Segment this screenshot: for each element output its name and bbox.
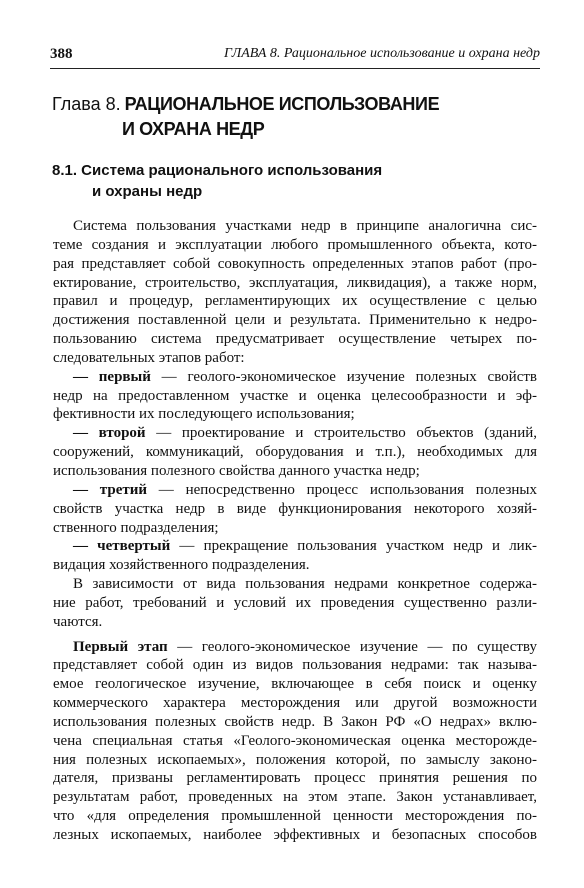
list-item-first [53, 368, 537, 387]
paragraph-line: видация хозяйственного подразделения. [53, 557, 310, 574]
paragraph-line: свойств участка недр в виде функционирования некоторого хозяй- [53, 500, 537, 517]
paragraph-term: Первый этап [73, 638, 168, 655]
paragraph-line: коммерческого характера месторождения или другой возможности [53, 695, 537, 712]
paragraph-line: недр на предоставленном участке и оценка целесообразности и эф- [53, 387, 537, 404]
paragraph-line: пользованию система предусматривает осуществление четырех по- [53, 331, 537, 348]
paragraph-line: рая представляет собой совокупность определенных этапов работ (про- [53, 255, 537, 272]
running-title: ГЛАВА 8. Рациональное использование и охрана недр [223, 46, 540, 61]
paragraph-line: В зависимости от вида пользования недрами конкретное содержа- [73, 576, 537, 593]
paragraph-line: емое геологическое изучение, включающее в себя поиск и оценку [53, 676, 537, 693]
paragraph-line: что «для определения промышленной ценности месторождения по- [53, 808, 537, 825]
paragraph-line: теме создания и эксплуатации любого промышленного объекта, кото- [53, 236, 537, 253]
paragraph-line: сооружений, коммуникаций, оборудования и т.п.), необходимых для [53, 444, 537, 461]
list-text: — прекращение пользования участком недр и лик- [170, 538, 537, 555]
paragraph-line: следовательных этапов работ: [53, 349, 245, 366]
list-dash: — [73, 481, 100, 498]
chapter-title-line-1 [52, 92, 532, 117]
running-head [50, 46, 540, 68]
paragraph-line: представляет собой один из видов пользования недрами: так называ- [53, 657, 537, 674]
paragraph-line: фективности их последующего использования; [53, 406, 355, 423]
paragraph-first-stage [53, 638, 537, 657]
chapter-prefix: Глава 8. [52, 94, 121, 114]
paragraph-line: результатам работ, проведенных на этом этапе. Закон устанавливает, [53, 789, 537, 806]
list-text: — проектирование и строительство объектов (зданий, [145, 425, 537, 442]
list-term: первый [98, 368, 151, 385]
list-term: третий [99, 481, 148, 498]
chapter-title-text-2: И ОХРАНА НЕДР [122, 119, 265, 139]
list-dash: — [73, 368, 99, 385]
list-dash: — [73, 425, 99, 442]
paragraph-text: — геолого-экономическое изучение — по существу [167, 638, 537, 655]
list-text: — непосредственно процесс использования полезных [147, 481, 537, 498]
list-text: — геолого-экономическое изучение полезных свойств [150, 368, 537, 385]
body-text [53, 217, 537, 845]
chapter-title-text-1: РАЦИОНАЛЬНОЕ ИСПОЛЬЗОВАНИЕ [124, 94, 440, 114]
paragraph-line: лезных ископаемых, наиболее эффективных и безопасных способов [53, 827, 537, 843]
paragraph-line: использования полезных свойств недр. В Закон РФ «О недрах» вклю- [53, 713, 537, 730]
list-dash: — [73, 538, 98, 555]
paragraph-line: дателя, призваны регламентировать процесс принятия решения по [53, 770, 537, 787]
section-title-line-1: 8.1. Система рационального использования [52, 162, 383, 179]
paragraph-line: Система пользования участками недр в принципе аналогична сис- [73, 218, 537, 234]
paragraph-line: ектирование, строительство, эксплуатация, ликвидация), а также норм, [53, 274, 537, 291]
paragraph-line: ния полезных ископаемых», положения которой, по замыслу законо- [53, 751, 537, 768]
list-term: четвертый [97, 538, 171, 555]
list-term: второй [98, 425, 146, 442]
header-rule [50, 68, 540, 69]
paragraph-line: правил и процедур, регламентирующих их осуществление с целью [53, 293, 537, 310]
page-number: 388 [50, 46, 73, 62]
section-title-line-2: и охраны недр [92, 183, 203, 200]
paragraph-line: достижения поставленной цели и результата. Применительно к недро- [53, 312, 537, 329]
chapter-title-line-2 [52, 117, 532, 142]
paragraph-line: чена специальная статья «Геолого-экономическая оценка месторожде- [53, 732, 537, 749]
paragraph-line: ние работ, требований и условий их проведения существенно разли- [53, 594, 537, 611]
paragraph-line: ственного подразделения; [53, 519, 219, 536]
paragraph-line: чаются. [53, 613, 103, 630]
chapter-title [52, 92, 532, 142]
section-title [52, 160, 532, 202]
list-item-fourth [53, 537, 537, 556]
list-item-second [53, 424, 537, 443]
paragraph-line: использования полезного свойства данного участка недр; [53, 462, 420, 479]
list-item-third [53, 481, 537, 500]
